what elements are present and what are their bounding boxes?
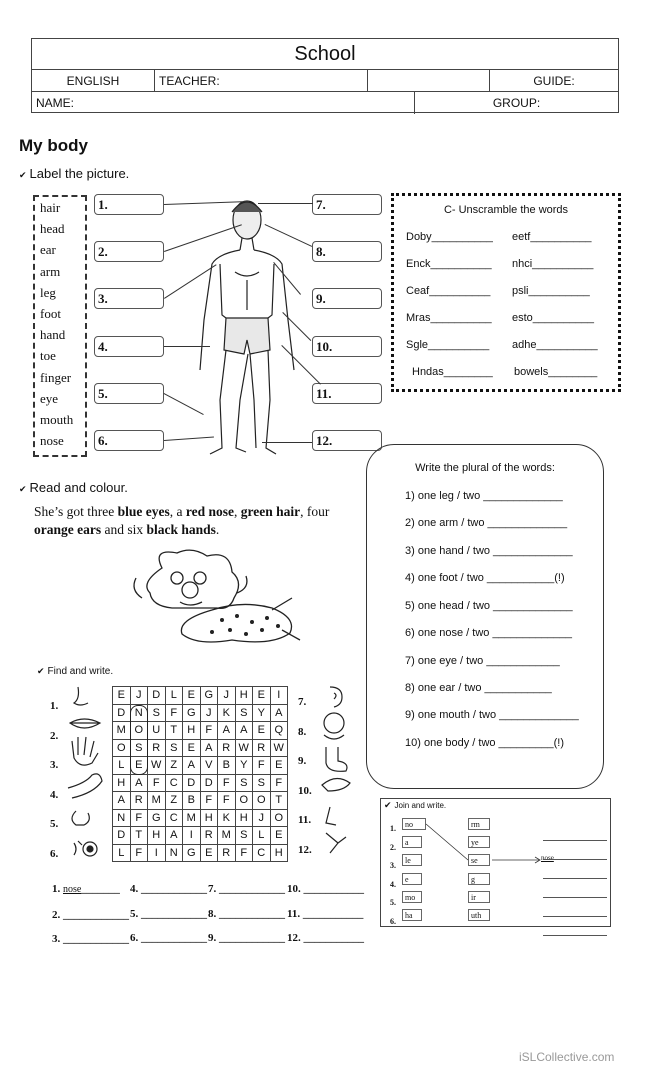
join-connectors [425, 820, 545, 870]
grid-row [113, 809, 288, 827]
grid-cell[interactable]: E [200, 844, 218, 862]
grid-cell[interactable]: M [113, 722, 131, 740]
grid-cell[interactable]: E [183, 687, 201, 705]
grid-cell[interactable]: J [253, 809, 271, 827]
join-example: nose [541, 854, 554, 862]
grid-cell[interactable]: Z [165, 792, 183, 810]
grid-cell[interactable]: N [113, 809, 131, 827]
answers-col3[interactable]: 7. ____________ 8. ____________ 9. ____________ [208, 883, 285, 944]
word-bank-item: finger [40, 369, 72, 385]
plural-item[interactable]: 3) one hand / two _____________ [405, 545, 573, 557]
label-box-9[interactable]: 9. [312, 288, 382, 309]
grid-cell[interactable]: H [235, 687, 253, 705]
grid-cell[interactable]: O [270, 809, 288, 827]
grid-cell[interactable]: A [165, 827, 183, 845]
grid-cell[interactable]: G [183, 704, 201, 722]
grid-cell[interactable]: E [270, 757, 288, 775]
watermark: iSLCollective.com [519, 1050, 615, 1064]
grid-cell[interactable]: W [148, 757, 166, 775]
grid-cell[interactable]: T [270, 792, 288, 810]
grid-cell[interactable]: F [148, 774, 166, 792]
ear-icon [72, 811, 89, 825]
grid-cell[interactable]: L [165, 687, 183, 705]
grid-cell[interactable]: L [113, 757, 131, 775]
label-box-2[interactable]: 2. [94, 241, 164, 262]
section-title: My body [19, 136, 88, 155]
unscramble-word[interactable]: Mras__________ [406, 312, 492, 324]
grid-cell[interactable]: I [270, 687, 288, 705]
answers-col2[interactable]: 4. ____________ 5. ____________ 6. ____________ [130, 883, 207, 944]
join-left-box[interactable]: mo [402, 891, 422, 903]
join-left-box[interactable]: a [402, 836, 422, 848]
grid-cell[interactable]: R [200, 827, 218, 845]
grid-cell[interactable]: J [218, 687, 236, 705]
find-write-instruction: ✔ Find and write. [37, 666, 113, 677]
word-bank [33, 195, 87, 457]
grid-row [113, 792, 288, 810]
body-figure [160, 190, 315, 465]
grid-cell[interactable]: E [253, 722, 271, 740]
grid-cell[interactable]: S [235, 774, 253, 792]
grid-cell[interactable]: F [130, 809, 148, 827]
grid-row [113, 844, 288, 862]
answer-example: nose [63, 884, 82, 895]
label-box-11[interactable]: 11. [312, 383, 382, 404]
join-left-box[interactable]: ha [402, 909, 422, 921]
read-colour-instruction: ✔ Read and colour. [19, 480, 128, 495]
grid-cell[interactable]: A [235, 722, 253, 740]
label-box-5[interactable]: 5. [94, 383, 164, 404]
word-bank-item: arm [40, 263, 61, 279]
grid-cell[interactable]: S [235, 827, 253, 845]
grid-cell[interactable]: A [218, 722, 236, 740]
finger-icon [326, 833, 346, 853]
grid-cell[interactable]: Q [270, 722, 288, 740]
join-left-box[interactable]: no [402, 818, 426, 830]
grid-cell[interactable]: S [253, 774, 271, 792]
grid-cell[interactable]: O [235, 792, 253, 810]
grid-cell[interactable]: M [218, 827, 236, 845]
grid-cell[interactable]: B [183, 792, 201, 810]
unscramble-word[interactable]: adhe__________ [512, 339, 598, 351]
head-icon [324, 713, 344, 733]
unscramble-word[interactable]: Enck__________ [406, 258, 492, 270]
grid-cell[interactable]: L [253, 827, 271, 845]
leg-icon [326, 807, 336, 825]
grid-cell[interactable]: B [218, 757, 236, 775]
label-box-4[interactable]: 4. [94, 336, 164, 357]
join-right-box[interactable]: g [468, 873, 490, 885]
grid-cell[interactable]: F [218, 792, 236, 810]
plural-item[interactable]: 8) one ear / two ___________ [405, 682, 552, 694]
join-right-box[interactable]: uth [468, 909, 490, 921]
grid-cell[interactable]: V [200, 757, 218, 775]
grid-cell[interactable]: D [148, 687, 166, 705]
plural-item[interactable]: 9) one mouth / two _____________ [405, 709, 579, 721]
header-table [31, 38, 619, 113]
grid-cell[interactable]: G [200, 687, 218, 705]
grid-cell[interactable]: T [130, 827, 148, 845]
word-bank-item: hair [40, 200, 61, 215]
grid-cell[interactable]: H [183, 722, 201, 740]
plural-item[interactable]: 4) one foot / two ___________(!) [405, 572, 565, 584]
grid-cell[interactable]: S [148, 704, 166, 722]
word-bank-item: mouth [40, 412, 74, 428]
label-box-10[interactable]: 10. [312, 336, 382, 357]
unscramble-word[interactable]: esto__________ [512, 312, 594, 324]
grid-cell[interactable]: S [165, 739, 183, 757]
plural-box [366, 444, 604, 789]
grid-cell[interactable]: W [235, 739, 253, 757]
join-right-box[interactable]: rm [468, 818, 490, 830]
word-bank-item: toe [40, 348, 56, 364]
grid-cell[interactable]: R [218, 739, 236, 757]
grid-cell[interactable]: F [218, 774, 236, 792]
grid-cell[interactable]: A [200, 739, 218, 757]
grid-cell[interactable]: Y [235, 757, 253, 775]
english-label: ENGLISH [66, 74, 120, 88]
word-bank-item: eye [40, 390, 59, 406]
grid-cell[interactable]: H [148, 827, 166, 845]
grid-cell[interactable]: E [113, 687, 131, 705]
grid-cell[interactable]: A [130, 774, 148, 792]
word-bank-item: ear [40, 242, 56, 258]
grid-cell[interactable]: E [270, 827, 288, 845]
hand-icon [72, 737, 98, 765]
teacher-field[interactable] [367, 70, 489, 92]
plural-item[interactable]: 10) one body / two _________(!) [405, 737, 565, 749]
grid-cell[interactable]: O [130, 722, 148, 740]
label-box-3[interactable]: 3. [94, 288, 164, 309]
grid-cell[interactable]: S [130, 739, 148, 757]
grid-cell[interactable]: F [165, 704, 183, 722]
unscramble-word[interactable]: Doby__________ [406, 231, 493, 243]
label-instruction: ✔ Label the picture. [19, 166, 129, 181]
grid-cell[interactable]: C [253, 844, 271, 862]
teacher-label: TEACHER: [154, 70, 367, 92]
grid-cell[interactable]: I [183, 827, 201, 845]
grid-cell[interactable]: E [130, 757, 148, 775]
guide-label: GUIDE: [489, 70, 618, 92]
grid-cell[interactable]: H [113, 774, 131, 792]
unscramble-word[interactable]: bowels________ [514, 366, 598, 378]
label-box-7[interactable]: 7. [312, 194, 382, 215]
join-answer-lines[interactable] [543, 822, 607, 936]
grid-cell[interactable]: A [183, 757, 201, 775]
plural-item[interactable]: 1) one leg / two _____________ [405, 490, 563, 502]
nose-icon [74, 687, 88, 705]
join-left-box[interactable]: e [402, 873, 422, 885]
word-bank-item: nose [40, 433, 64, 449]
grid-cell[interactable]: E [183, 739, 201, 757]
cartoon-girl-picture [122, 548, 302, 660]
grid-cell[interactable]: T [165, 722, 183, 740]
grid-cell[interactable]: F [200, 722, 218, 740]
unscramble-title: C- Unscramble the words [443, 204, 569, 216]
grid-cell[interactable]: R [148, 739, 166, 757]
grid-cell[interactable]: A [113, 792, 131, 810]
grid-cell[interactable]: R [253, 739, 271, 757]
plural-item[interactable]: 2) one arm / two _____________ [405, 517, 568, 529]
name-label: NAME: [36, 96, 75, 110]
word-bank-item: leg [40, 284, 56, 300]
grid-cell[interactable]: H [235, 809, 253, 827]
grid-cell[interactable]: O [253, 792, 271, 810]
grid-cell[interactable]: F [130, 844, 148, 862]
grid-cell[interactable]: F [235, 844, 253, 862]
grid-cell[interactable]: G [183, 844, 201, 862]
grid-cell[interactable]: Y [253, 704, 271, 722]
grid-cell[interactable]: G [148, 809, 166, 827]
unscramble-word[interactable]: psli__________ [512, 285, 590, 297]
answers-col1[interactable]: 1. nose_______ 2. ____________ 3. ____________ [52, 883, 129, 945]
grid-cell[interactable]: U [148, 722, 166, 740]
join-right-box[interactable]: se [468, 854, 490, 866]
ear-icon [330, 687, 342, 707]
grid-cell[interactable]: M [148, 792, 166, 810]
grid-cell[interactable]: N [130, 704, 148, 722]
unscramble-word[interactable]: Hndas________ [412, 366, 493, 378]
body-part-icons-right [316, 683, 356, 868]
find-right-numbers: 7. 8. 9. 10. 11. 12. [298, 696, 312, 856]
plural-item[interactable]: 5) one head / two _____________ [405, 600, 573, 612]
grid-cell[interactable]: R [218, 844, 236, 862]
grid-cell[interactable]: R [130, 792, 148, 810]
school-title: School [294, 43, 356, 65]
grid-cell[interactable]: D [200, 774, 218, 792]
answers-col4[interactable]: 10. ___________ 11. ___________ 12. ___________ [287, 883, 364, 944]
find-left-numbers: 1. 2. 3. 4. 5. 6. [50, 700, 59, 860]
grid-cell[interactable]: A [270, 704, 288, 722]
label-box-8[interactable]: 8. [312, 241, 382, 262]
label-box-12[interactable]: 12. [312, 430, 382, 451]
grid-cell[interactable]: W [270, 739, 288, 757]
unscramble-word[interactable]: eetf__________ [512, 231, 592, 243]
read-colour-text: She’s got three blue eyes, a red nose, green hair, four orange ears and six black hands. [34, 504, 330, 537]
group-label: GROUP: [414, 92, 618, 114]
plural-item[interactable]: 7) one eye / two ____________ [405, 655, 560, 667]
body-part-icons-left [66, 683, 106, 868]
found-word-highlight [130, 705, 148, 775]
grid-cell[interactable]: Z [165, 757, 183, 775]
plural-item[interactable]: 6) one nose / two _____________ [405, 627, 572, 639]
join-right-box[interactable]: ir [468, 891, 490, 903]
word-bank-item: head [40, 221, 65, 237]
grid-cell[interactable]: O [113, 739, 131, 757]
grid-cell[interactable]: D [113, 827, 131, 845]
grid-row [113, 687, 288, 705]
grid-cell[interactable]: F [200, 792, 218, 810]
grid-cell[interactable]: H [270, 844, 288, 862]
grid-row [113, 827, 288, 845]
unscramble-box [391, 193, 621, 392]
word-bank-item: hand [40, 327, 66, 343]
grid-cell[interactable]: S [235, 704, 253, 722]
hair-icon [322, 778, 350, 791]
grid-cell[interactable]: H [200, 809, 218, 827]
label-box-6[interactable]: 6. [94, 430, 164, 451]
grid-cell[interactable]: J [130, 687, 148, 705]
unscramble-word[interactable]: Sgle__________ [406, 339, 490, 351]
grid-cell[interactable]: C [165, 774, 183, 792]
join-numbers: 1. 2. 3. 4. 5. 6. [390, 824, 396, 926]
join-right-box[interactable]: ye [468, 836, 490, 848]
grid-cell[interactable]: L [113, 844, 131, 862]
grid-cell[interactable]: I [148, 844, 166, 862]
grid-cell[interactable]: C [165, 809, 183, 827]
unscramble-word[interactable]: nhci__________ [512, 258, 594, 270]
grid-cell[interactable]: K [218, 704, 236, 722]
mouth-icon [70, 719, 100, 728]
grid-cell[interactable]: D [113, 704, 131, 722]
grid-cell[interactable]: K [218, 809, 236, 827]
grid-cell[interactable]: M [183, 809, 201, 827]
grid-cell[interactable]: F [270, 774, 288, 792]
grid-cell[interactable]: D [183, 774, 201, 792]
unscramble-word[interactable]: Ceaf__________ [406, 285, 491, 297]
grid-row [113, 774, 288, 792]
plural-title: Write the plural of the words: [415, 462, 555, 474]
grid-cell[interactable]: J [200, 704, 218, 722]
word-bank-item: foot [40, 306, 61, 322]
grid-cell[interactable]: E [253, 687, 271, 705]
join-left-box[interactable]: le [402, 854, 422, 866]
grid-cell[interactable]: N [165, 844, 183, 862]
arm-icon [68, 774, 102, 798]
foot-icon [326, 747, 347, 771]
grid-cell[interactable]: F [253, 757, 271, 775]
join-instruction: ✔ Join and write. [384, 800, 446, 811]
label-box-1[interactable]: 1. [94, 194, 164, 215]
